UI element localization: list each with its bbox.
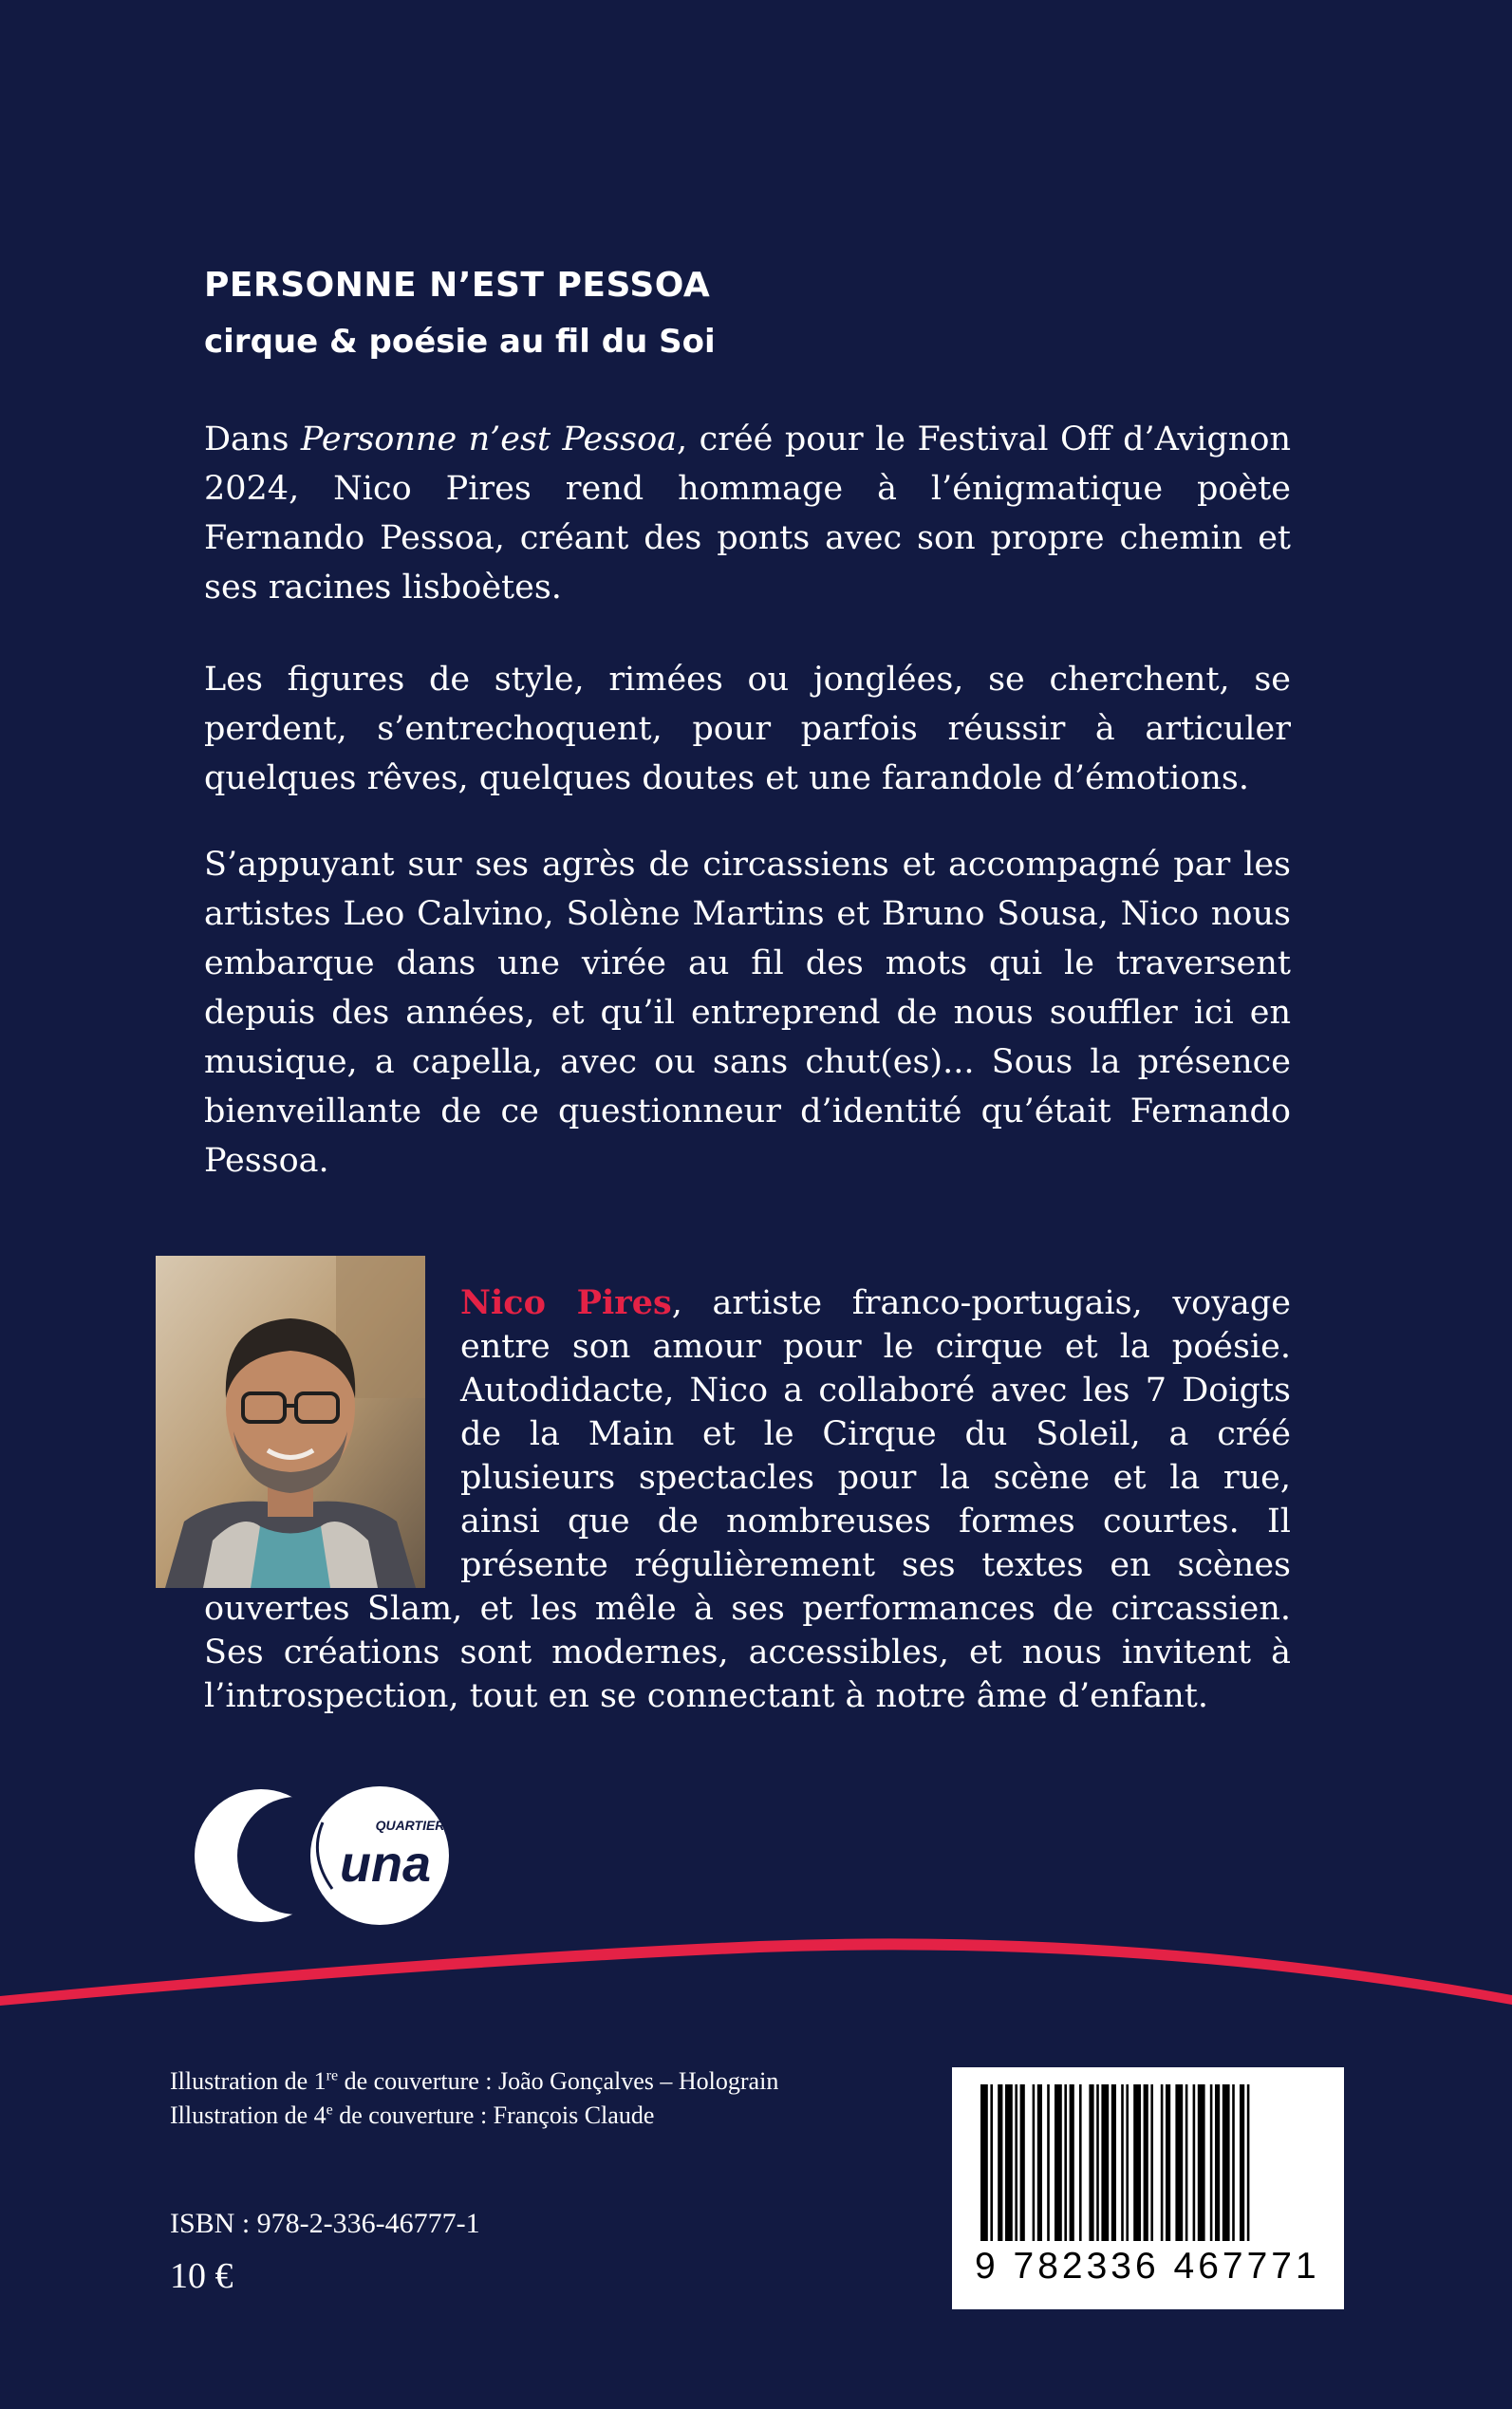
barcode	[952, 2067, 1344, 2309]
barcode-bar	[1089, 2084, 1093, 2241]
barcode-bar	[1101, 2084, 1109, 2241]
credit1-prefix: Illustration de 1	[170, 2067, 327, 2095]
barcode-bar	[1175, 2084, 1183, 2241]
book-price: 10 €	[170, 2256, 233, 2296]
cover-illustration-credit-2	[170, 2099, 654, 2133]
barcode-bar	[1133, 2084, 1141, 2241]
barcode-bar	[1232, 2084, 1235, 2241]
book-title: PERSONNE N’EST PESSOA	[204, 266, 711, 305]
summary-p1-start: Dans	[204, 420, 301, 458]
credit2-rest: de couverture : François Claude	[332, 2101, 655, 2129]
barcode-bar	[1247, 2084, 1250, 2241]
barcode-bar	[998, 2084, 1002, 2241]
barcode-bar	[1215, 2084, 1220, 2241]
logo-main-text: una	[339, 1836, 432, 1893]
barcode-bars	[952, 2067, 1344, 2248]
author-bio	[204, 1281, 1291, 1718]
barcode-bar	[1144, 2084, 1148, 2241]
barcode-bar	[1198, 2084, 1205, 2241]
barcode-bar	[1161, 2084, 1164, 2241]
summary-paragraph-1	[204, 415, 1291, 612]
barcode-bar	[1121, 2084, 1124, 2241]
barcode-bar	[1037, 2084, 1042, 2241]
credit1-sup: re	[326, 2067, 339, 2084]
summary-paragraph-3: S’appuyant sur ses agrès de circassiens et accompagné par les artistes Leo Calvino, Solène Martins et Bruno Sousa, Nico nous embarque dans une virée au fil des mots qui le traversent depuis des années, et qu’il entreprend de nous souffler ici en musique, a capella, avec ou sans chut(es)... Sous la présence bienveillante de ce questionneur d’identité qu’était Fernando Pessoa.	[204, 846, 1291, 1180]
barcode-bar	[1111, 2084, 1116, 2241]
barcode-bar	[990, 2084, 993, 2241]
credit1-rest: de couverture : João Gonçalves – Holograin	[338, 2067, 779, 2095]
barcode-bar	[1015, 2084, 1017, 2241]
barcode-bar	[1047, 2084, 1050, 2241]
isbn-number: ISBN : 978-2-336-46777-1	[170, 2208, 480, 2239]
cover-illustration-credit-1	[170, 2064, 778, 2099]
barcode-bar	[1150, 2084, 1153, 2241]
barcode-bar	[980, 2084, 988, 2241]
barcode-bar	[1070, 2084, 1074, 2241]
author-name: Nico Pires	[460, 1283, 672, 1322]
barcode-bar	[1096, 2084, 1099, 2241]
barcode-bar	[1079, 2084, 1082, 2241]
bio-photo-spacer	[204, 1281, 460, 1583]
barcode-bar	[1223, 2084, 1230, 2241]
barcode-bar	[1055, 2084, 1062, 2241]
barcode-bar	[1240, 2084, 1244, 2241]
credit2-prefix: Illustration de 4	[170, 2101, 327, 2129]
barcode-bar	[1210, 2084, 1213, 2241]
red-wave-divider	[0, 1898, 1512, 2022]
barcode-bar	[1193, 2084, 1196, 2241]
barcode-bar	[1005, 2084, 1013, 2241]
barcode-bar	[1126, 2084, 1129, 2241]
summary-p1-rest: , créé pour le Festival Off d’Avignon 2024, Nico Pires rend hommage à l’énigmatique poète Fernando Pessoa, créant des ponts avec son propre chemin et ses racines lisboètes.	[204, 420, 1291, 607]
barcode-bar	[1033, 2084, 1036, 2241]
barcode-bar	[1185, 2084, 1188, 2241]
author-bio-text: , artiste franco-portugais, voyage entre son amour pour le cirque et la poésie. Autodidacte, Nico a collaboré avec les 7 Doigts de la Main et le Cirque du Soleil, a créé plusieurs spectacles pour la scène et la rue, ainsi que de nombreuses formes courtes. Il présente régulièrement ses textes en scènes ouvertes Slam, et les mêle à ses performances de circassien. Ses créations sont modernes, accessibles, et nous invitent à l’introspection, tout en se connectant à notre âme d’enfant.	[204, 1284, 1291, 1715]
barcode-bar	[1166, 2084, 1170, 2241]
barcode-bar	[1020, 2084, 1025, 2241]
credit2-sup: e	[326, 2101, 333, 2119]
summary-p1-title: Personne n’est Pessoa	[300, 420, 678, 458]
barcode-digits: 9 782336 467771	[975, 2246, 1320, 2287]
logo-top-text: QUARTIER	[375, 1818, 445, 1833]
summary-paragraph-2: Les figures de style, rimées ou jonglées, se cherchent, se perdent, s’entrechoquent, pour parfois réussir à articuler quelques rêves, quelques doutes et une farandole d’émotions.	[204, 661, 1291, 797]
barcode-bar	[1064, 2084, 1067, 2241]
book-subtitle: cirque & poésie au fil du Soi	[204, 323, 716, 361]
